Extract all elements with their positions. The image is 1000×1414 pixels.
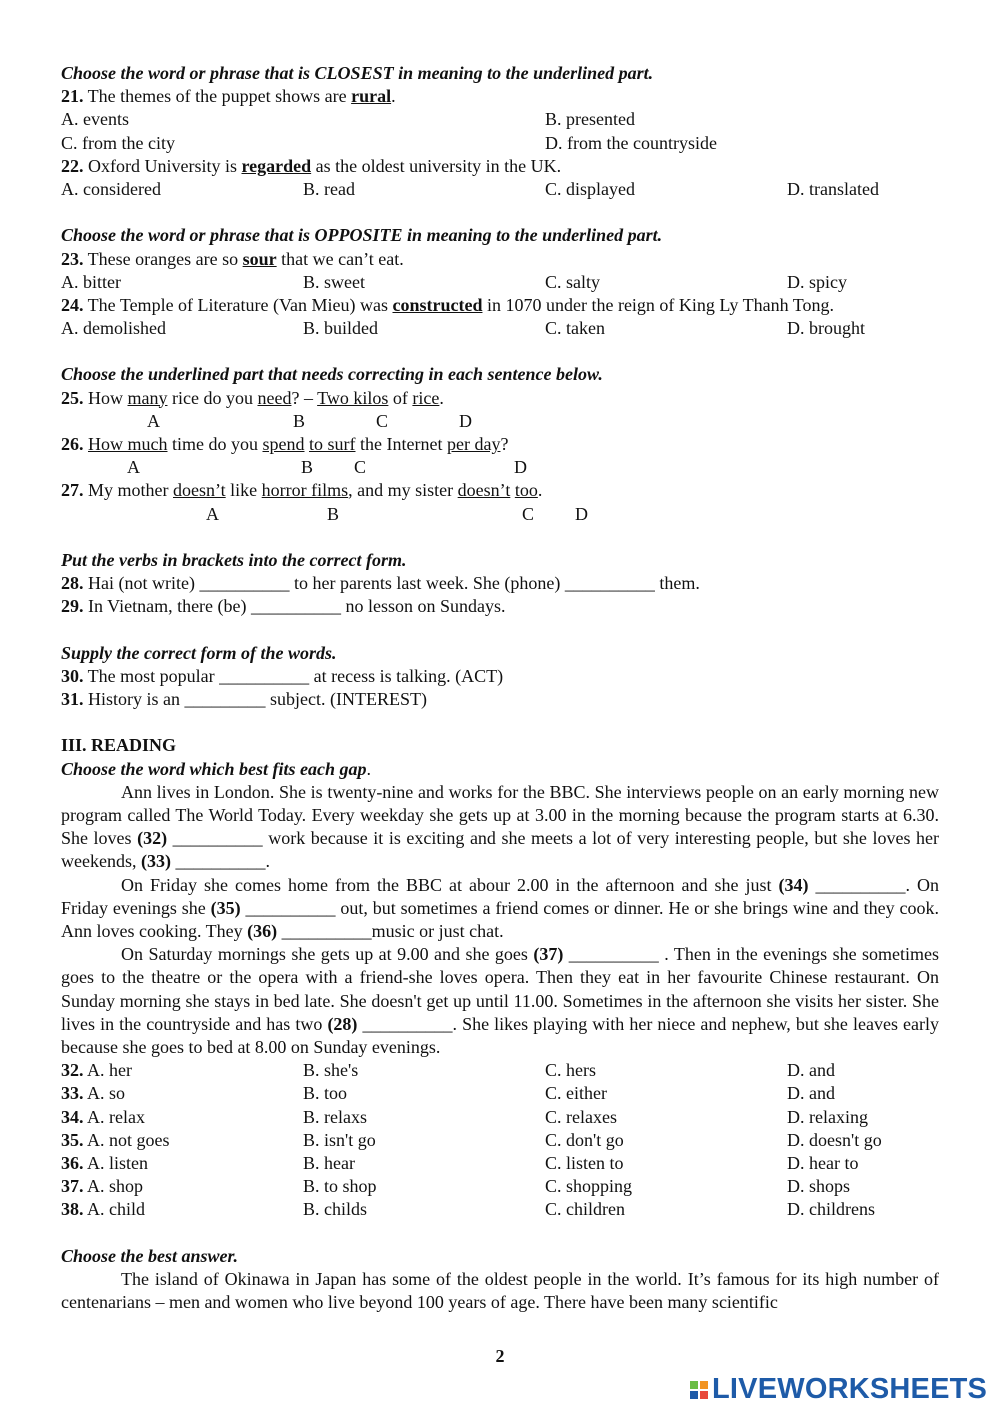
- option-b[interactable]: B. too: [303, 1083, 348, 1104]
- underlined-part-c[interactable]: Two kilos: [317, 387, 389, 408]
- question-31[interactable]: 31. History is an _________ subject. (INTEREST): [61, 689, 427, 710]
- underlined-word: rural: [351, 86, 392, 107]
- labels-25: [61, 410, 939, 433]
- instruction-word-forms: Supply the correct form of the words.: [61, 642, 337, 663]
- reading-passage: [61, 781, 939, 1059]
- underlined-part-a[interactable]: How much: [88, 434, 168, 454]
- option-d[interactable]: D. childrens: [787, 1199, 875, 1220]
- option-c[interactable]: C. don't go: [545, 1129, 624, 1150]
- labels-27: [61, 503, 939, 526]
- option-a[interactable]: A. relax: [83, 1106, 145, 1127]
- option-d[interactable]: D. and: [787, 1083, 835, 1104]
- options-33: 33. A. so B. too C. either D. and: [61, 1082, 939, 1105]
- option-a[interactable]: A. so: [83, 1083, 126, 1104]
- underlined-word: regarded: [241, 155, 312, 176]
- label-d: D: [459, 410, 472, 431]
- underlined-word: sour: [242, 248, 277, 269]
- instruction-correct: Choose the underlined part that needs correcting in each sentence below.: [61, 364, 603, 385]
- label-b: B: [293, 410, 306, 431]
- options-37: 37. A. shop B. to shop C. shopping D. shops: [61, 1175, 939, 1198]
- passage-paragraph-3: On Saturday mornings she gets up at 9.00 and she goes (37) __________ . Then in the evenings she sometimes goes to the theatre or the opera with a friend-she loves opera. Then they eat in her favourite Chinese restaurant. On Sunday morning she stays in bed late. She doesn't get up until 11.00. Sometimes in the afternoon she visits her sister. She lives in the countryside and has two (28) __________. She likes playing with her niece and nephew, but she leaves early because she goes to bed at 8.00 on Sunday evenings.: [61, 944, 940, 1058]
- option-c[interactable]: C. children: [545, 1199, 625, 1220]
- options-38: 38. A. child B. childs C. children D. childrens: [61, 1198, 939, 1221]
- option-b[interactable]: B. presented: [545, 109, 635, 130]
- option-d[interactable]: D. and: [787, 1060, 835, 1081]
- question-28[interactable]: 28. Hai (not write) __________ to her parents last week. She (phone) __________ them.: [61, 573, 700, 594]
- underlined-part-d[interactable]: per day: [446, 434, 501, 454]
- option-c[interactable]: C. salty: [545, 271, 601, 292]
- option-d[interactable]: D. from the countryside: [545, 132, 717, 153]
- instruction-closest: Choose the word or phrase that is CLOSEST in meaning to the underlined part.: [61, 63, 654, 83]
- option-a[interactable]: A. her: [83, 1060, 132, 1081]
- option-d[interactable]: D. relaxing: [787, 1106, 868, 1127]
- underlined-part-b[interactable]: need: [257, 387, 292, 408]
- instruction-verbs: Put the verbs in brackets into the correct form.: [61, 549, 407, 570]
- question-21: 21. The themes of the puppet shows are rural.: [61, 86, 396, 107]
- options-21a: [61, 108, 939, 131]
- page-number: 2: [495, 1346, 505, 1366]
- option-d[interactable]: D. spicy: [787, 271, 847, 292]
- question-24: 24. The Temple of Literature (Van Mieu) was constructed in 1070 under the reign of King Ly Thanh Tong.: [61, 294, 834, 315]
- question-22: 22. Oxford University is regarded as the oldest university in the UK.: [61, 155, 562, 176]
- instruction-opposite: Choose the word or phrase that is OPPOSITE in meaning to the underlined part.: [61, 225, 663, 246]
- label-d: D: [575, 503, 588, 524]
- option-b[interactable]: B. sweet: [303, 271, 365, 292]
- underlined-part-a[interactable]: doesn’t: [173, 480, 226, 501]
- question-26: 26. How much time do you spend to surf the Internet per day?: [61, 434, 509, 454]
- option-c[interactable]: C. shopping: [545, 1176, 633, 1197]
- option-d[interactable]: D. translated: [787, 178, 879, 199]
- question-23: 23. These oranges are so sour that we can’t eat.: [61, 248, 404, 269]
- label-a: A: [147, 410, 160, 431]
- underlined-part-d[interactable]: rice: [412, 387, 440, 408]
- underlined-part-a[interactable]: many: [127, 387, 168, 408]
- labels-26: [61, 456, 939, 479]
- section-heading-reading: III. READING: [61, 735, 177, 756]
- option-a[interactable]: A. bitter: [61, 271, 121, 292]
- underlined-part-b[interactable]: horror films: [261, 480, 349, 501]
- option-a[interactable]: A. shop: [83, 1176, 144, 1197]
- options-22: [61, 178, 939, 201]
- option-b[interactable]: B. relaxs: [303, 1106, 367, 1127]
- option-a[interactable]: A. child: [83, 1199, 145, 1220]
- label-c: C: [376, 410, 389, 431]
- underlined-word: constructed: [392, 294, 483, 315]
- option-c[interactable]: C. listen to: [545, 1153, 624, 1173]
- option-c[interactable]: C. hers: [545, 1060, 596, 1081]
- passage-paragraph-2: On Friday she comes home from the BBC at abour 2.00 in the afternoon and she just (34) __________. On Friday evenings she (35) __________ out, but sometimes a friend comes or dinner. He or she brings wine and they cook. Ann loves cooking. They (36) __________music or just chat.: [61, 874, 939, 942]
- worksheet-page: [61, 62, 939, 1314]
- option-b[interactable]: B. she's: [303, 1060, 359, 1081]
- option-b[interactable]: B. builded: [303, 318, 378, 339]
- option-b[interactable]: B. childs: [303, 1199, 368, 1220]
- option-b[interactable]: B. to shop: [303, 1176, 377, 1197]
- instruction-best-answer: Choose the best answer.: [61, 1245, 239, 1266]
- options-23: [61, 271, 939, 294]
- underlined-part-c[interactable]: doesn’t: [457, 480, 511, 501]
- option-b[interactable]: B. read: [303, 178, 355, 199]
- okinawa-passage: The island of Okinawa in Japan has some of the oldest people in the world. It’s famous for its high number of centenarians – men and women who live beyond 100 years of age. There have been many scientific: [61, 1268, 939, 1313]
- option-a[interactable]: A. events: [61, 109, 129, 130]
- option-a[interactable]: A. demolished: [61, 318, 166, 339]
- option-d[interactable]: D. shops: [787, 1176, 851, 1197]
- options-35: 35. A. not goes B. isn't go C. don't go D. doesn't go: [61, 1129, 939, 1152]
- label-c: C: [522, 503, 535, 524]
- question-25: 25. How many rice do you need? – Two kilos of rice.: [61, 387, 444, 408]
- option-a[interactable]: A. not goes: [83, 1129, 170, 1150]
- option-c[interactable]: C. from the city: [61, 132, 175, 153]
- option-d[interactable]: D. hear to: [787, 1153, 859, 1173]
- option-a[interactable]: A. listen: [83, 1153, 149, 1173]
- logo-grid-icon: [690, 1381, 708, 1399]
- option-c[interactable]: C. displayed: [545, 178, 635, 199]
- options-21b: [61, 132, 939, 155]
- question-30[interactable]: 30. The most popular __________ at recess is talking. (ACT): [61, 665, 504, 686]
- question-27: 27. My mother doesn’t like horror films, and my sister doesn’t too.: [61, 480, 543, 501]
- label-c: C: [354, 457, 367, 478]
- label-d: D: [514, 457, 527, 478]
- gap-options-list: [61, 1059, 939, 1221]
- option-d[interactable]: D. brought: [787, 318, 865, 339]
- underlined-part-b[interactable]: spend: [262, 434, 305, 454]
- logo-text: LIVEWORKSHEETS: [712, 1373, 988, 1405]
- label-b: B: [327, 503, 340, 524]
- underlined-part-c[interactable]: to surf: [309, 434, 356, 454]
- liveworksheets-logo: [690, 1373, 987, 1406]
- options-34: 34. A. relax B. relaxs C. relaxes D. relaxing: [61, 1106, 939, 1129]
- question-29[interactable]: 29. In Vietnam, there (be) __________ no lesson on Sundays.: [61, 596, 506, 617]
- instruction-gap-fill: Choose the word which best fits each gap.: [61, 758, 372, 779]
- option-b[interactable]: B. isn't go: [303, 1129, 376, 1150]
- label-a: A: [127, 457, 140, 478]
- underlined-part-d[interactable]: too: [514, 480, 538, 501]
- option-c[interactable]: C. either: [545, 1083, 607, 1104]
- options-32: 32. A. her B. she's C. hers D. and: [61, 1059, 939, 1082]
- options-24: [61, 317, 939, 340]
- option-c[interactable]: C. relaxes: [545, 1106, 617, 1127]
- label-b: B: [301, 457, 314, 478]
- passage-paragraph-1: Ann lives in London. She is twenty-nine and works for the BBC. She interviews people on an early morning new program called The World Today. Every weekday she gets up at 3.00 in the morning because the program starts at 6.30. She loves (32) __________ work because it is exciting and she meets a lot of very interesting people, but she loves her weekends, (33) __________.: [61, 781, 939, 872]
- option-c[interactable]: C. taken: [545, 318, 605, 339]
- option-b[interactable]: B. hear: [303, 1153, 355, 1173]
- option-a[interactable]: A. considered: [61, 178, 161, 199]
- label-a: A: [206, 503, 219, 524]
- options-36: 36. A. listen B. hear C. listen to D. hear to: [61, 1152, 939, 1175]
- option-d[interactable]: D. doesn't go: [787, 1129, 882, 1150]
